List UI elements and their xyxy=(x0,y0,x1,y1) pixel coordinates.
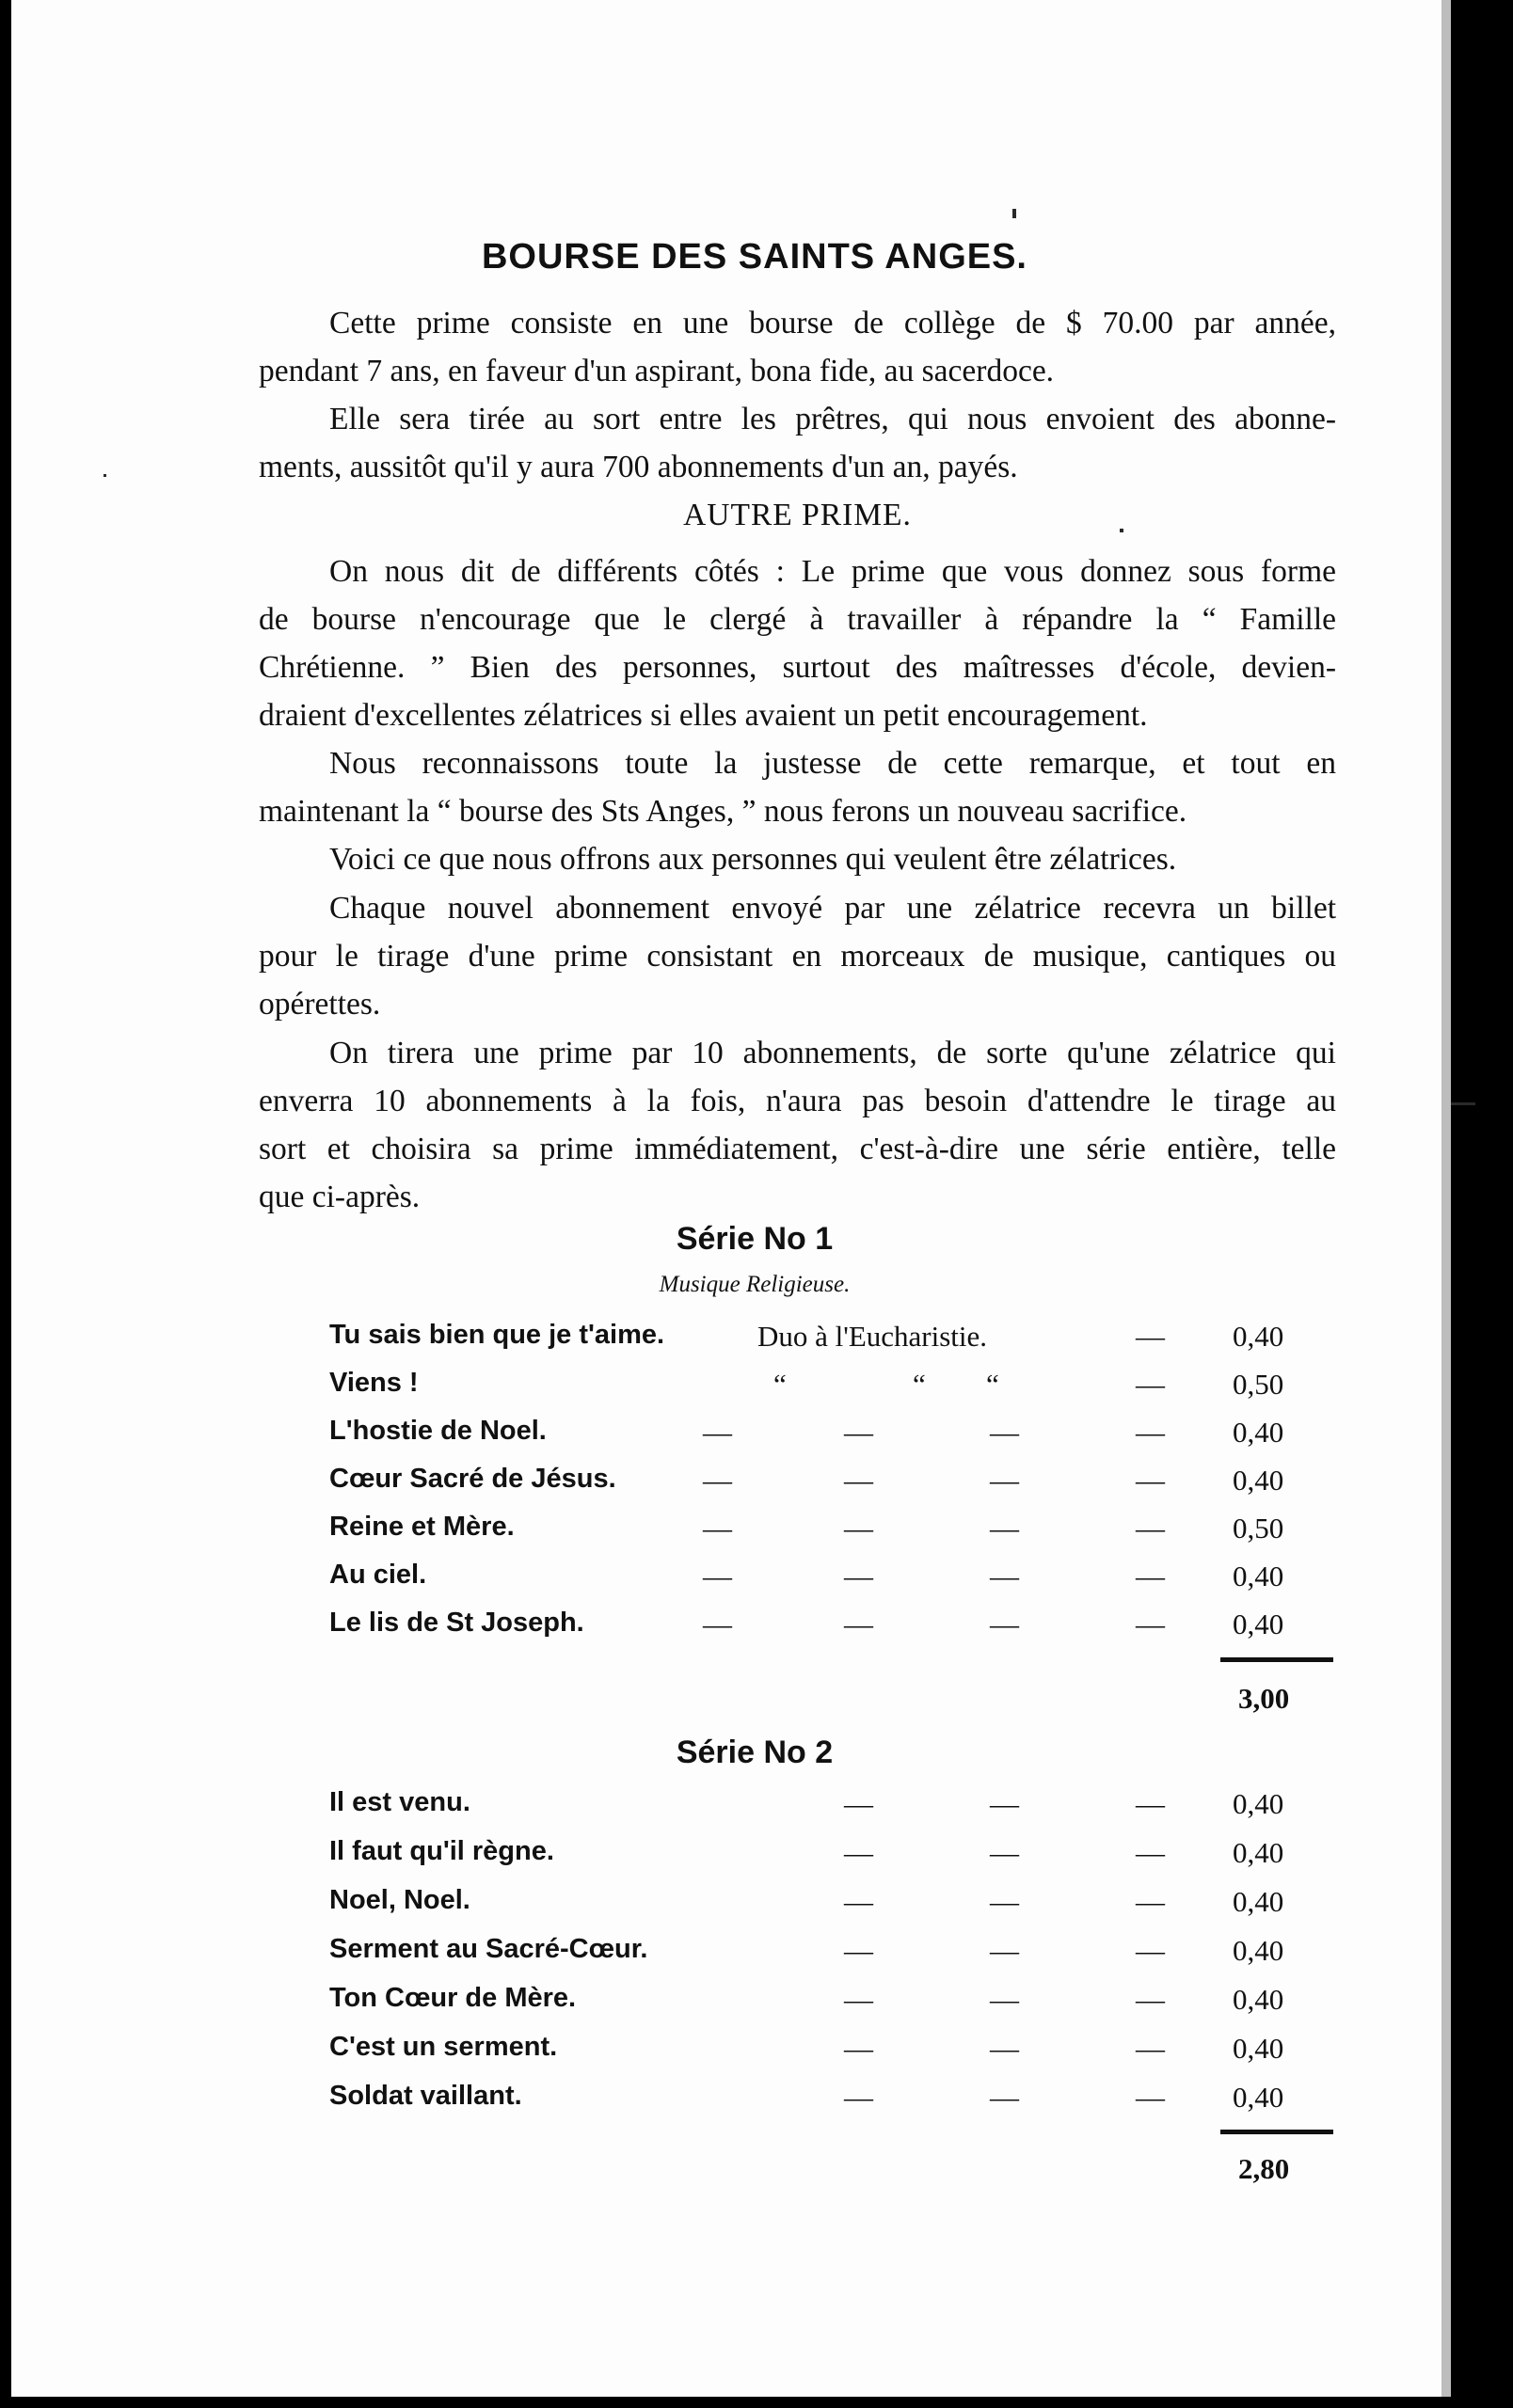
dash-mark: — xyxy=(1136,1368,1165,1401)
text-line: que ci-après. xyxy=(259,1180,421,1214)
paragraph xyxy=(259,299,1336,395)
dash-mark: — xyxy=(1136,1320,1165,1353)
table-row xyxy=(11,2081,1513,2130)
text-line: pendant 7 ans, en faveur d'un aspirant, bona fide, au sacerdoce. xyxy=(259,354,1055,388)
table-row xyxy=(11,1836,1513,1885)
serie-1-subheading: Musique Religieuse. xyxy=(659,1272,851,1297)
paragraph xyxy=(259,884,1336,1028)
piece-price: 0,40 xyxy=(1233,1464,1284,1497)
text-line: ments, aussitôt qu'il y aura 700 abonnements d'un an, payés. xyxy=(259,450,1018,484)
piece-title: Noel, Noel. xyxy=(329,1885,470,1915)
dash-mark: — xyxy=(844,2081,873,2114)
dash-mark: — xyxy=(1136,1787,1165,1820)
dash-mark: — xyxy=(703,1464,732,1497)
dash-mark: — xyxy=(1136,1836,1165,1869)
piece-title: Reine et Mère. xyxy=(329,1512,515,1542)
dash-mark: — xyxy=(1136,1885,1165,1918)
paragraph xyxy=(259,835,1336,883)
piece-price: 0,40 xyxy=(1233,1836,1284,1869)
dash-mark: — xyxy=(990,1560,1019,1592)
ditto-mark: “ xyxy=(773,1368,787,1401)
dash-mark: — xyxy=(1136,1512,1165,1545)
table-row xyxy=(11,1608,1513,1656)
dash-mark: — xyxy=(703,1560,732,1592)
paragraph xyxy=(259,1029,1336,1221)
ink-speck xyxy=(1451,1102,1475,1105)
table-row xyxy=(11,1320,1513,1369)
dash-mark: — xyxy=(990,1608,1019,1640)
text-line: pour le tirage d'une prime consistant en morceaux de musique, cantiques ou xyxy=(259,939,1336,974)
piece-title: Ton Cœur de Mère. xyxy=(329,1983,577,2013)
piece-price: 0,40 xyxy=(1233,1560,1284,1592)
section-heading xyxy=(259,491,1336,539)
text-line: On tirera une prime par 10 abonnements, de sorte qu'une zélatrice qui xyxy=(329,1036,1336,1070)
piece-price: 0,40 xyxy=(1233,1885,1284,1918)
dash-mark: — xyxy=(703,1416,732,1449)
dash-mark: — xyxy=(990,1787,1019,1820)
dash-mark: — xyxy=(844,1416,873,1449)
piece-price: 0,40 xyxy=(1233,1787,1284,1820)
dash-mark: — xyxy=(990,1983,1019,2016)
table-row xyxy=(11,1787,1513,1836)
piece-title: Il est venu. xyxy=(329,1787,470,1817)
table-row xyxy=(11,1416,1513,1465)
dash-mark: — xyxy=(990,1512,1019,1545)
serie-1-total-rule xyxy=(1220,1657,1333,1662)
piece-title: Viens ! xyxy=(329,1368,419,1398)
text-line: enverra 10 abonnements à la fois, n'aura pas besoin d'attendre le tirage au xyxy=(259,1084,1336,1118)
dash-mark: — xyxy=(844,1464,873,1497)
dash-mark: — xyxy=(990,1934,1019,1967)
piece-title: L'hostie de Noel. xyxy=(329,1416,547,1446)
dash-mark: — xyxy=(990,1836,1019,1869)
dash-mark: — xyxy=(844,1560,873,1592)
dash-mark: — xyxy=(703,1512,732,1545)
text-line: maintenant la “ bourse des Sts Anges, ” nous ferons un nouveau sacrifice. xyxy=(259,794,1187,829)
dash-mark: — xyxy=(703,1608,732,1640)
text-line: Nous reconnaissons toute la justesse de cette remarque, et tout en xyxy=(329,746,1336,781)
serie-1-total: 3,00 xyxy=(1238,1682,1290,1715)
piece-price: 0,40 xyxy=(1233,1983,1284,2016)
page-sheet xyxy=(11,0,1451,2397)
table-row xyxy=(11,1983,1513,2032)
piece-title: C'est un serment. xyxy=(329,2032,558,2062)
table-row xyxy=(11,1885,1513,1934)
piece-title: Tu sais bien que je t'aime. xyxy=(329,1320,665,1350)
dash-mark: — xyxy=(990,1416,1019,1449)
paragraph xyxy=(259,739,1336,835)
piece-price: 0,50 xyxy=(1233,1368,1284,1401)
serie-2-total-rule xyxy=(1220,2130,1333,2134)
text-line: Chaque nouvel abonnement envoyé par une zélatrice recevra un billet xyxy=(329,891,1336,926)
serie-2-total: 2,80 xyxy=(1238,2152,1290,2185)
piece-price: 0,40 xyxy=(1233,1934,1284,1967)
dash-mark: — xyxy=(1136,1983,1165,2016)
piece-price: 0,40 xyxy=(1233,2032,1284,2065)
dash-mark: — xyxy=(990,1464,1019,1497)
piece-price: 0,40 xyxy=(1233,1608,1284,1640)
text-line: Elle sera tirée au sort entre les prêtres, qui nous envoient des abonne- xyxy=(329,402,1336,436)
text-line: Voici ce que nous offrons aux personnes qui veulent être zélatrices. xyxy=(329,842,1177,877)
table-row xyxy=(11,1368,1513,1417)
dash-mark: — xyxy=(1136,1464,1165,1497)
dash-mark: — xyxy=(844,2032,873,2065)
dash-mark: — xyxy=(1136,1608,1165,1640)
piece-price: 0,40 xyxy=(1233,2081,1284,2114)
dash-mark: — xyxy=(844,1934,873,1967)
ink-speck xyxy=(1012,209,1016,218)
table-row xyxy=(11,1934,1513,1983)
ditto-mark: “ xyxy=(913,1368,926,1401)
dash-mark: — xyxy=(1136,2032,1165,2065)
dash-mark: — xyxy=(844,1608,873,1640)
paragraph xyxy=(259,547,1336,739)
piece-title: Au ciel. xyxy=(329,1560,427,1590)
table-row xyxy=(11,1464,1513,1513)
piece-title: Serment au Sacré-Cœur. xyxy=(329,1934,648,1964)
text-line: draient d'excellentes zélatrices si elles avaient un petit encouragement. xyxy=(259,698,1148,733)
dash-mark: — xyxy=(844,1512,873,1545)
piece-title: Il faut qu'il règne. xyxy=(329,1836,554,1866)
text-line: opérettes. xyxy=(259,987,381,1022)
serie-1-heading: Série No 1 xyxy=(676,1221,834,1257)
piece-price: 0,40 xyxy=(1233,1320,1284,1353)
table-row xyxy=(11,2032,1513,2081)
dash-mark: — xyxy=(990,2081,1019,2114)
table-row xyxy=(11,1560,1513,1608)
dash-mark: — xyxy=(1136,1416,1165,1449)
page-heading: BOURSE DES SAINTS ANGES. xyxy=(481,237,1027,277)
piece-price: 0,50 xyxy=(1233,1512,1284,1545)
piece-title: Le lis de St Joseph. xyxy=(329,1608,584,1638)
dash-mark: — xyxy=(1136,1934,1165,1967)
dash-mark: — xyxy=(990,2032,1019,2065)
text-line: Cette prime consiste en une bourse de collège de $ 70.00 par année, xyxy=(329,306,1336,341)
ink-speck xyxy=(104,474,106,477)
dash-mark: — xyxy=(1136,2081,1165,2114)
ditto-mark: “ xyxy=(986,1368,999,1401)
text-line: sort et choisira sa prime immédiatement, c'est-à-dire une série entière, telle xyxy=(259,1132,1336,1166)
piece-description: Duo à l'Eucharistie. xyxy=(757,1320,988,1353)
serie-2-heading: Série No 2 xyxy=(676,1735,834,1770)
section-heading-text: AUTRE PRIME. xyxy=(683,498,912,532)
piece-title: Cœur Sacré de Jésus. xyxy=(329,1464,616,1494)
paragraph xyxy=(259,395,1336,491)
dash-mark: — xyxy=(1136,1560,1165,1592)
dash-mark: — xyxy=(990,1885,1019,1918)
dash-mark: — xyxy=(844,1983,873,2016)
text-line: Chrétienne. ” Bien des personnes, surtout des maîtresses d'école, devien- xyxy=(259,650,1336,685)
piece-price: 0,40 xyxy=(1233,1416,1284,1449)
table-row xyxy=(11,1512,1513,1560)
text-line: de bourse n'encourage que le clergé à travailler à répandre la “ Famille xyxy=(259,602,1336,637)
dash-mark: — xyxy=(844,1885,873,1918)
dash-mark: — xyxy=(844,1787,873,1820)
piece-title: Soldat vaillant. xyxy=(329,2081,522,2111)
text-line: On nous dit de différents côtés : Le prime que vous donnez sous forme xyxy=(329,554,1336,589)
dash-mark: — xyxy=(844,1836,873,1869)
